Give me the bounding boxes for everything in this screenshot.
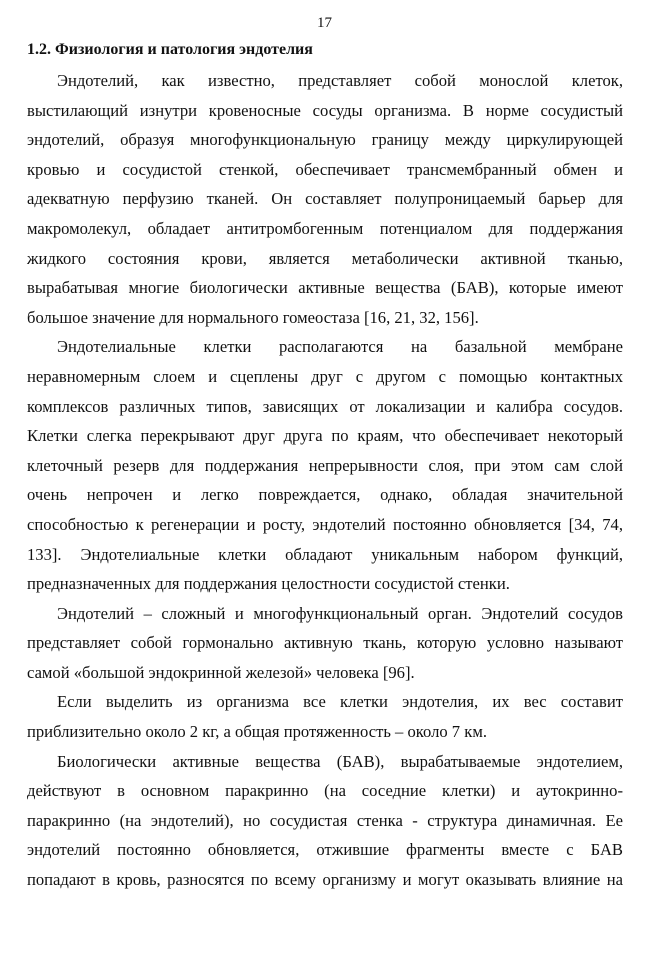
text-line: комплексов различных типов, зависящих от локализации и калибра сосудов. bbox=[27, 396, 623, 416]
paragraph bbox=[27, 747, 623, 895]
text-line: эндотелий постоянно обновляется, отжившие фрагменты вместе с БАВ bbox=[27, 840, 623, 860]
text-line: Биологически активные вещества (БАВ), вырабатываемые эндотелием, bbox=[57, 751, 623, 771]
text-line: большое значение для нормального гомеостаза [16, 21, 32, 156]. bbox=[27, 307, 479, 327]
text-line: клеточный резерв для поддержания непрерывности слоя, при этом сам слой bbox=[27, 455, 623, 475]
text-line: кровью и сосудистой стенкой, обеспечивает трансмембранный обмен и bbox=[27, 159, 623, 179]
section-heading: 1.2. Физиология и патология эндотелия bbox=[27, 41, 313, 58]
text-line: попадают в кровь, разносятся по всему организму и могут оказывать влияние на bbox=[27, 870, 623, 890]
text-line: очень непрочен и легко повреждается, однако, обладая значительной bbox=[27, 485, 623, 505]
text-line: действуют в основном паракринно (на соседние клетки) и аутокринно- bbox=[27, 781, 623, 801]
paragraph bbox=[27, 66, 623, 332]
text-line: Эндотелий, как известно, представляет собой монослой клеток, bbox=[57, 71, 623, 90]
text-line: самой «большой эндокринной железой» человека [96]. bbox=[27, 662, 415, 682]
text-line: жидкого состояния крови, является метаболически активной тканью, bbox=[27, 248, 623, 268]
text-line: макромолекул, обладает антитромбогенным потенциалом для поддержания bbox=[27, 218, 623, 238]
paragraph bbox=[27, 332, 623, 598]
text-line: адекватную перфузию тканей. Он составляет полупроницаемый барьер для bbox=[27, 189, 623, 209]
text-line: выстилающий изнутри кровеносные сосуды организма. В норме сосудистый bbox=[27, 100, 623, 120]
text-line: 133]. Эндотелиальные клетки обладают уникальным набором функций, bbox=[27, 544, 623, 564]
text-line: предназначенных для поддержания целостности сосудистой стенки. bbox=[27, 574, 510, 594]
paragraph bbox=[27, 687, 623, 746]
text-line: приблизительно около 2 кг, а общая протяженность – около 7 км. bbox=[27, 722, 487, 742]
text-line: неравномерным слоем и сцеплены друг с другом с помощью контактных bbox=[27, 366, 623, 386]
text-line: представляет собой гормонально активную ткань, которую условно называют bbox=[27, 633, 623, 653]
page-number: 17 bbox=[317, 15, 332, 31]
text-line: Эндотелиальные клетки располагаются на базальной мембране bbox=[57, 337, 623, 357]
paragraph bbox=[27, 599, 623, 688]
text-line: Эндотелий – сложный и многофункциональный орган. Эндотелий сосудов bbox=[57, 603, 623, 623]
text-line: вырабатывая многие биологически активные вещества (БАВ), которые имеют bbox=[27, 278, 623, 298]
text-line: эндотелий, образуя многофункциональную границу между циркулирующей bbox=[27, 130, 623, 150]
text-line: способностью к регенерации и росту, эндотелий постоянно обновляется [34, 74, bbox=[27, 514, 623, 534]
text-line: Клетки слегка перекрывают друг друга по краям, что обеспечивает некоторый bbox=[27, 426, 623, 446]
text-line: паракринно (на эндотелий), но сосудистая стенка - структура динамичная. Ее bbox=[27, 810, 623, 830]
document-body bbox=[27, 66, 623, 895]
text-line: Если выделить из организма все клетки эндотелия, их вес составит bbox=[57, 692, 623, 712]
